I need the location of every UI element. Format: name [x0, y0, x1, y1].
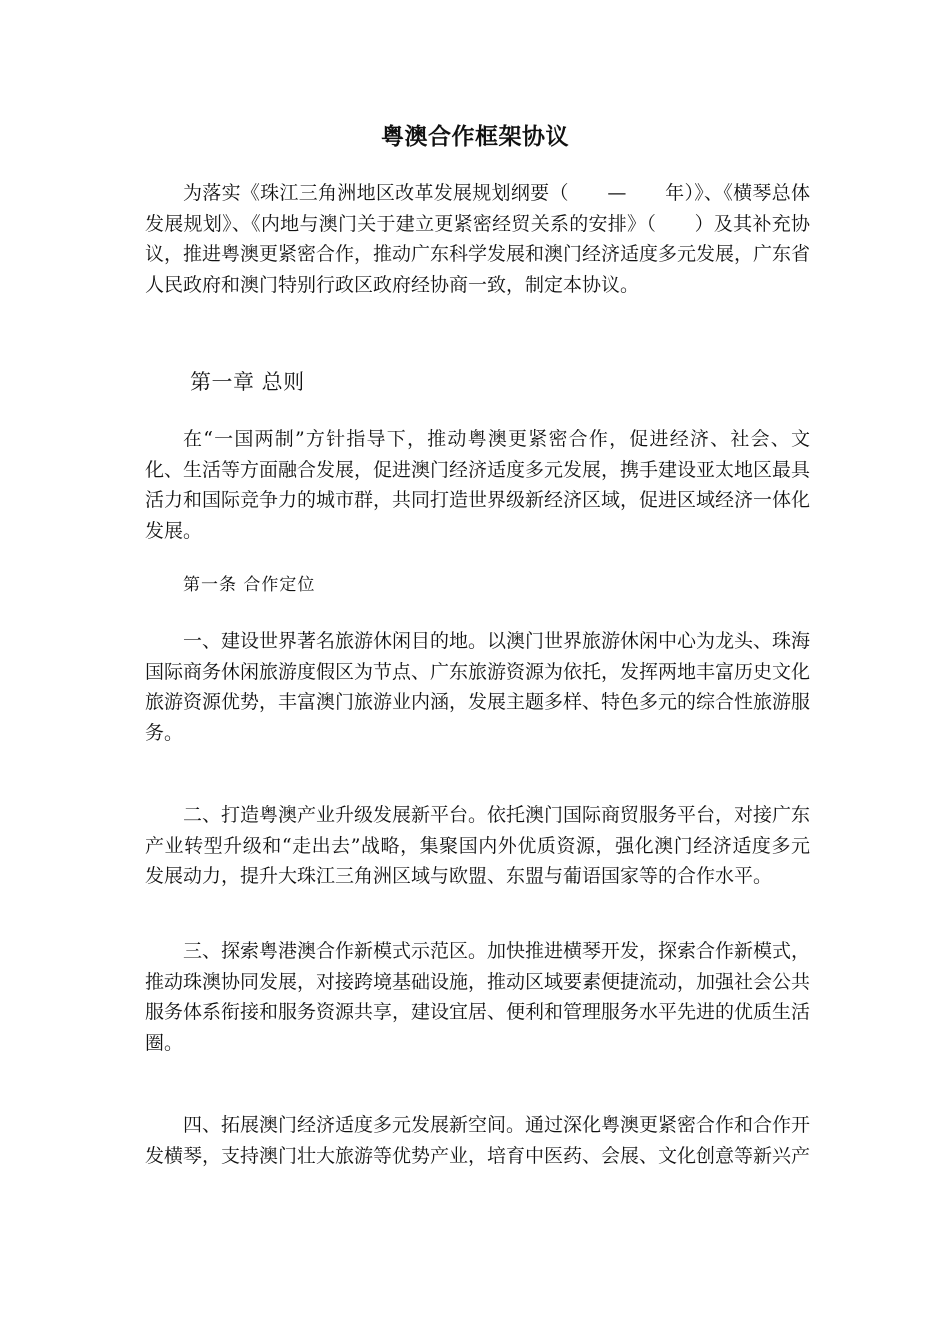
chapter-heading: 第一章 总则 — [190, 370, 305, 394]
list-item: 二、打造粤澳产业升级发展新平台。依托澳门国际商贸服务平台，对接广东产业转型升级和“走出去”战略，集聚国内外优质资源，强化澳门经济适度多元发展动力，提升大珠江三角洲区域与欧盟、东盟与葡语国家等的合作水平。 — [145, 804, 811, 887]
list-item: 一、建设世界著名旅游休闲目的地。以澳门世界旅游休闲中心为龙头、珠海国际商务休闲旅游度假区为节点、广东旅游资源为依托，发挥两地丰富历史文化旅游资源优势，丰富澳门旅游业内涵，发展主题多样、特色多元的综合性旅游服务。 — [145, 630, 811, 744]
list-item: 三、探索粤港澳合作新模式示范区。加快推进横琴开发，探索合作新模式，推动珠澳协同发展，对接跨境基础设施，推动区域要素便捷流动，加强社会公共服务体系衔接和服务资源共享，建设宜居、便利和管理服务水平先进的优质生活圈。 — [145, 940, 811, 1054]
document-title: 粤澳合作框架协议 — [381, 124, 569, 150]
article-heading: 第一条 合作定位 — [183, 575, 316, 595]
preamble-paragraph: 为落实《珠江三角洲地区改革发展规划纲要（ — 年）》、《横琴总体发展规划》、《内地与澳门关于建立更紧密经贸关系的安排》（ ）及其补充协议，推进粤澳更紧密合作，推动广东科学发展和澳门经济适度多元发展，广东省人民政府和澳门特别行政区政府经协商一致，制定本协议。 — [145, 182, 811, 296]
list-item: 四、拓展澳门经济适度多元发展新空间。通过深化粤澳更紧密合作和合作开发横琴，支持澳门壮大旅游等优势产业，培育中医药、会展、文化创意等新兴产 — [145, 1114, 811, 1167]
chapter-intro-paragraph: 在“一国两制”方针指导下，推动粤澳更紧密合作，促进经济、社会、文化、生活等方面融合发展，促进澳门经济适度多元发展，携手建设亚太地区最具活力和国际竞争力的城市群，共同打造世界级新经济区域，促进区域经济一体化发展。 — [145, 428, 811, 542]
